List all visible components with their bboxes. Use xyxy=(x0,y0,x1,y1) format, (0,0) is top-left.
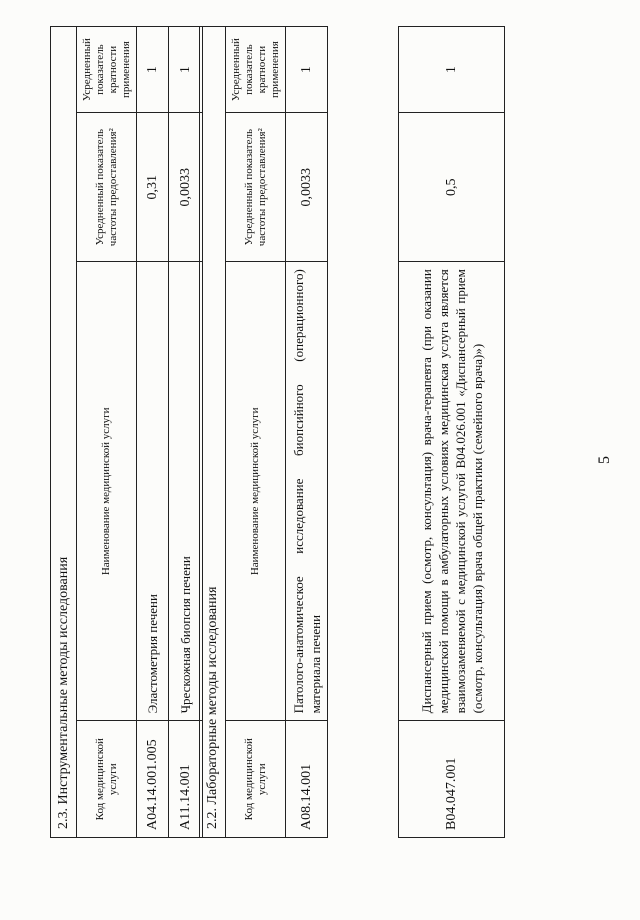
table-instrumental-methods xyxy=(50,26,203,838)
service-name-cell: Патолого-анатомическое исследование биопсийного (операционного) материала печени xyxy=(286,262,328,721)
section-title-row xyxy=(51,27,77,838)
frequency-cell: 0,0033 xyxy=(286,113,328,262)
table-laboratory-methods xyxy=(199,26,328,838)
section-title: 2.3. Инструментальные методы исследования xyxy=(51,27,77,838)
header-code: Код медицинской услуги xyxy=(77,721,137,838)
multiplicity-cell: 1 xyxy=(286,27,328,113)
service-name-cell: Чрескожная биопсия печени xyxy=(169,262,203,721)
service-code-cell: B04.047.001 xyxy=(399,721,505,838)
service-name-cell: Диспансерный прием (осмотр, консультация) врача-терапевта (при оказании медицинской помощи в амбулаторных условиях медицинская услуга является взаимозаменяемой с медицинской услугой B04.026.001 «Диспансерный прием (осмотр, консультация) врача общей практики (семейного врача)») xyxy=(399,262,505,721)
header-frequency: Усредненный показатель частоты предоставления² xyxy=(77,113,137,262)
table-primary-care xyxy=(398,26,505,838)
header-row xyxy=(77,27,137,838)
table-row xyxy=(286,27,328,838)
service-code-cell: A11.14.001 xyxy=(169,721,203,838)
service-code-cell: A04.14.001.005 xyxy=(137,721,169,838)
header-multiplicity: Усредненный показатель кратности применения xyxy=(226,27,286,113)
table-row xyxy=(169,27,203,838)
service-name-cell: Эластометрия печени xyxy=(137,262,169,721)
header-code: Код медицинской услуги xyxy=(226,721,286,838)
page-number: 5 xyxy=(596,456,613,464)
table-row xyxy=(137,27,169,838)
multiplicity-cell: 1 xyxy=(137,27,169,113)
service-code-cell: A08.14.001 xyxy=(286,721,328,838)
header-multiplicity: Усредненный показатель кратности применения xyxy=(77,27,137,113)
multiplicity-cell: 1 xyxy=(399,27,505,113)
section-title-row xyxy=(200,27,226,838)
header-frequency: Усредненный показатель частоты предоставления² xyxy=(226,113,286,262)
multiplicity-cell: 1 xyxy=(169,27,203,113)
frequency-cell: 0,31 xyxy=(137,113,169,262)
header-row xyxy=(226,27,286,838)
header-name: Наименование медицинской услуги xyxy=(226,262,286,721)
section-title: 2.2. Лабораторные методы исследования xyxy=(200,27,226,838)
header-name: Наименование медицинской услуги xyxy=(77,262,137,721)
frequency-cell: 0,0033 xyxy=(169,113,203,262)
frequency-cell: 0,5 xyxy=(399,113,505,262)
table-row xyxy=(399,27,505,838)
